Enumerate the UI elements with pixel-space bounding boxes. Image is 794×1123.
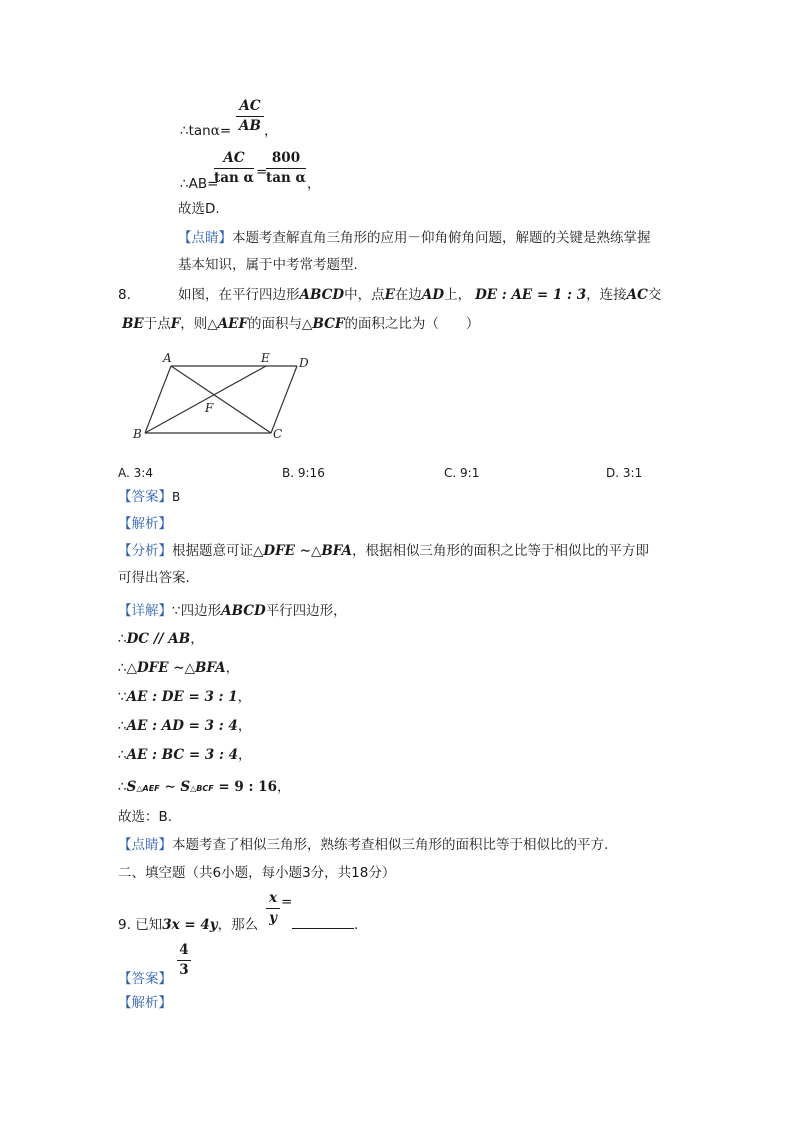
- math-equation: 3x = 4y: [162, 917, 218, 933]
- label-e: E: [261, 351, 270, 365]
- punct: ，: [190, 631, 204, 647]
- math-abcd: ABCD: [299, 287, 345, 303]
- fenxi-text: 根据题意可证: [172, 543, 253, 559]
- fraction-numerator: x: [268, 890, 278, 906]
- option-value: 9:1: [460, 466, 480, 480]
- detail-line: [118, 602, 347, 620]
- q9-stem: [118, 916, 258, 934]
- stem-text: 的面积之比为（ ）: [344, 316, 480, 332]
- logic-symbol: ∴: [118, 747, 127, 763]
- math-ratio: = 9 : 16: [213, 779, 277, 795]
- punct: ，: [238, 747, 252, 763]
- math-abcd: ABCD: [221, 603, 266, 619]
- option-value: 3:4: [133, 466, 153, 480]
- fraction-bar: [266, 908, 280, 909]
- ab-line-prefix: ∴AB=: [180, 176, 219, 192]
- detail-text: ∵四边形: [172, 603, 222, 619]
- triangle-symbol: △: [207, 316, 218, 332]
- question-stem-line-2: [122, 315, 479, 333]
- question-number: 9.: [118, 917, 131, 933]
- fraction-numerator: 4: [179, 942, 189, 958]
- math-e: E: [384, 287, 395, 303]
- comma: ，: [307, 176, 321, 192]
- stem-text: 上，: [444, 287, 472, 303]
- fraction-bar: [214, 168, 254, 169]
- stem-text: 在边: [394, 287, 422, 303]
- stem-text: 的面积与: [248, 316, 303, 332]
- logic-symbol: ∴: [118, 718, 127, 734]
- option-value: 3:1: [622, 466, 643, 480]
- step-4: [118, 717, 251, 735]
- fraction-bar: [177, 960, 191, 961]
- stem-text: ，连接: [586, 287, 627, 303]
- punct: ，: [225, 660, 240, 676]
- stem-text: 如图，在平行四边形: [178, 287, 300, 303]
- parallelogram-figure: [125, 348, 325, 448]
- detail-tag: 【详解】: [118, 603, 172, 619]
- math-similar: △DFE ∼△BFA: [253, 543, 353, 559]
- fraction-numerator: AC: [223, 150, 245, 166]
- math-expr: AE : BC = 3 : 4: [126, 747, 239, 763]
- logic-symbol: ∵: [118, 689, 127, 705]
- stem-text: ，则: [180, 316, 208, 332]
- analysis-tag: 【解析】: [118, 516, 172, 532]
- math-be: BE: [122, 316, 144, 332]
- fenxi-line-1: [118, 542, 649, 560]
- math-subscript: △BCF: [190, 784, 214, 793]
- option-key: D.: [606, 466, 620, 480]
- option-key: B.: [282, 466, 295, 480]
- fraction-ac-over-ab: [236, 98, 264, 135]
- triangle-symbol: △: [302, 316, 313, 332]
- period: .: [354, 917, 359, 933]
- punct: ，: [276, 779, 291, 795]
- option-value: 9:16: [297, 466, 325, 480]
- tan-line-prefix: [180, 122, 231, 140]
- analysis-tag: 【解析】: [118, 995, 172, 1011]
- choose-answer: 故选D.: [178, 201, 220, 217]
- fraction-numerator: AC: [239, 98, 261, 114]
- section-title: 二、填空题（共6小题，每小题3分，共18分）: [118, 865, 396, 881]
- fraction-numerator: 800: [271, 150, 301, 166]
- option-key: A.: [118, 466, 130, 480]
- tan-text: ∴tan: [180, 123, 211, 139]
- label-d: D: [299, 356, 309, 370]
- logic-symbol: ∴: [118, 631, 127, 647]
- step-3: [118, 688, 251, 706]
- equals-sign: =: [256, 164, 268, 180]
- comment-line: [118, 836, 608, 854]
- stem-text: 交: [647, 287, 662, 303]
- fenxi-text: ，根据相似三角形的面积之比等于相似比的平方即: [352, 543, 650, 559]
- comment-text: 本题考查解直角三角形的应用－仰角俯角问题，解题的关键是熟练掌握: [232, 230, 651, 246]
- answer-line: [118, 488, 180, 506]
- step-5: [118, 746, 252, 764]
- fraction-denominator: y: [269, 910, 277, 926]
- fraction-denominator: tan α: [214, 170, 254, 186]
- comment-line-1: [178, 229, 651, 247]
- math-expr: DC // AB: [126, 631, 191, 647]
- fraction-800-over-tan: [266, 150, 306, 187]
- label-b: B: [133, 427, 142, 441]
- answer-value: B: [172, 490, 181, 504]
- punct: ，: [237, 718, 252, 734]
- option-d[interactable]: [606, 464, 642, 482]
- step-area: [118, 778, 290, 798]
- math-expr: AE : DE = 3 : 1: [126, 689, 238, 705]
- question-stem-line-1: [178, 286, 661, 304]
- question-number: 8.: [118, 287, 131, 303]
- fraction-bar: [236, 116, 264, 117]
- math-expr: △DFE ∼△BFA: [126, 660, 226, 676]
- label-a: A: [163, 351, 172, 365]
- answer-blank-line[interactable]: [292, 916, 358, 934]
- label-c: C: [273, 427, 283, 441]
- fraction-denominator: AB: [239, 118, 261, 134]
- label-f: F: [205, 401, 214, 415]
- comma: ，: [264, 123, 278, 139]
- equals-sign: =: [281, 894, 293, 910]
- math-f: F: [170, 316, 181, 332]
- math-s: S: [126, 779, 137, 795]
- fraction-denominator: tan α: [266, 170, 306, 186]
- fenxi-tag: 【分析】: [118, 543, 172, 559]
- logic-symbol: ∴: [118, 660, 127, 676]
- comment-text: 本题考查了相似三角形，熟练考查相似三角形的面积比等于相似比的平方.: [172, 837, 609, 853]
- stem-text: 于点: [143, 316, 171, 332]
- math-ac: AC: [626, 287, 648, 303]
- fraction-denominator: 3: [179, 962, 189, 978]
- answer-tag: 【答案】: [118, 971, 172, 987]
- stem-text: ，那么: [217, 917, 259, 933]
- math-ratio: DE : AE = 1 : 3: [475, 287, 587, 303]
- segment-be: [145, 366, 266, 433]
- math-ad: AD: [421, 287, 445, 303]
- segment-dc: [271, 366, 297, 433]
- stem-text: 中，点: [344, 287, 385, 303]
- fraction-bar: [266, 168, 306, 169]
- choose-answer: 故选：B.: [118, 809, 173, 825]
- option-key: C.: [444, 466, 457, 480]
- logic-symbol: ∴: [118, 779, 127, 795]
- step-1: [118, 630, 204, 648]
- math-aef: AEF: [217, 316, 249, 332]
- fenxi-line-2: 可得出答案.: [118, 570, 190, 586]
- punct: ，: [237, 689, 252, 705]
- detail-text: 平行四边形，: [265, 603, 347, 619]
- segment-ac: [171, 366, 271, 433]
- step-2: [118, 659, 239, 677]
- fraction-ac-over-tan: [214, 150, 254, 187]
- math-expr: AE : AD = 3 : 4: [126, 718, 238, 734]
- math-bcf: BCF: [312, 316, 345, 332]
- option-a[interactable]: [118, 464, 153, 482]
- math-subscript: △AEF: [136, 784, 160, 793]
- answer-blank[interactable]: [292, 916, 354, 929]
- comment-tag: 【点睛】: [178, 230, 232, 246]
- math-s: S: [180, 779, 191, 795]
- option-c[interactable]: [444, 464, 479, 482]
- math-similar-sign: ∼: [159, 779, 181, 795]
- alpha-symbol: α: [210, 123, 220, 139]
- answer-tag: 【答案】: [118, 489, 172, 505]
- stem-text: 已知: [135, 917, 163, 933]
- segment-ba: [145, 366, 171, 433]
- answer-fraction: [177, 942, 191, 979]
- comment-tag: 【点睛】: [118, 837, 172, 853]
- fraction-x-over-y: [266, 890, 280, 927]
- equals-sign: =: [219, 123, 232, 139]
- option-b[interactable]: [282, 464, 325, 482]
- comment-line-2: 基本知识，属于中考常考题型.: [178, 257, 358, 273]
